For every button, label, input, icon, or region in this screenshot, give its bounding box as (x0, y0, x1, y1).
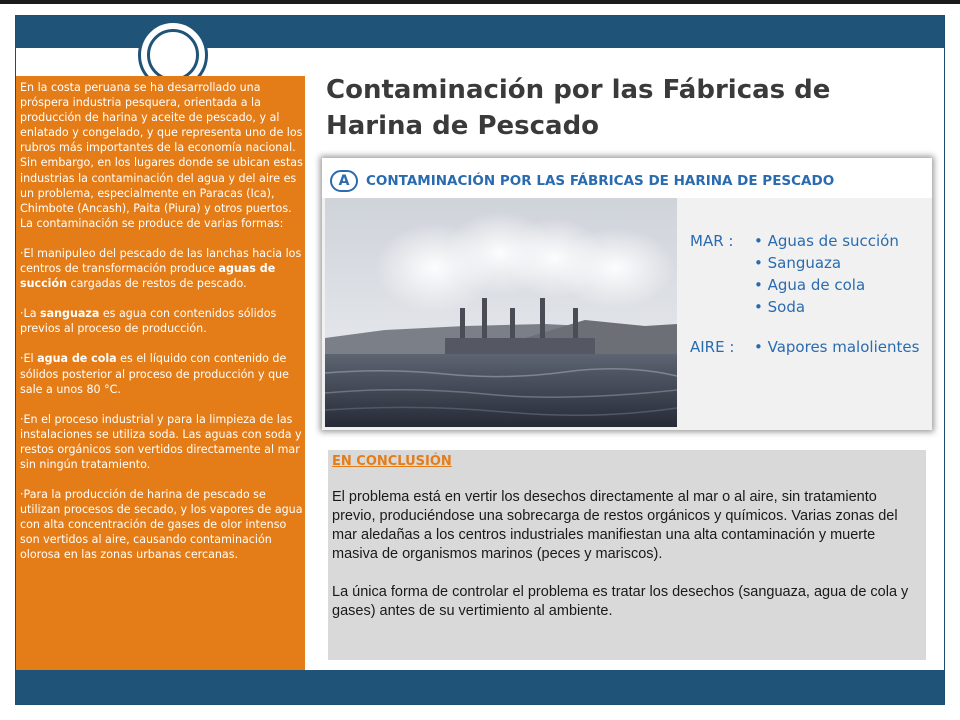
legend-row (690, 274, 930, 296)
figure-header (322, 158, 932, 198)
info-item-term: aguas de succión (20, 262, 276, 291)
legend-item: • Soda (754, 298, 806, 316)
conclusion-heading: EN CONCLUSIÓN (332, 454, 452, 469)
info-panel (16, 76, 305, 670)
figure-legend (690, 230, 930, 358)
conclusion-paragraph: El problema está en vertir los desechos directamente al mar o al aire, sin tratamiento previo, produciéndose una sobrecarga de restos orgánicos y químicos. Varias zonas del mar aledañas a los centros industriales manifiestan una alta contaminación y muerte masiva de organismos marinos (peces y mariscos). (332, 489, 898, 562)
legend-item: • Sanguaza (754, 254, 842, 272)
legend-row (690, 252, 930, 274)
legend-item: • Agua de cola (754, 276, 866, 294)
info-item-text: ·Para la producción de harina de pescado se utilizan procesos de secado, y los vapores de agua con alta concentración de gases de olor intenso son vertidos al aire, causando contaminación olorosa en las zonas urbanas cercanas. (20, 488, 303, 562)
legend-key-aire: AIRE : (690, 338, 735, 356)
legend-row (690, 336, 930, 358)
legend-item: • Aguas de succión (754, 232, 899, 250)
legend-item: • Vapores malolientes (754, 338, 920, 356)
info-item-text: ·El manipuleo del pescado de las lanchas hacia los centros de transformación produce (20, 246, 302, 276)
legend-key-mar: MAR : (690, 232, 734, 250)
info-intro: En la costa peruana se ha desarrollado una próspera industria pesquera, orientada a la producción de harina y aceite de pescado, y al enlatado y congelado, y que representa uno de los rubros más importantes de la economía nacional. Sin embargo, en los lugares donde se ubican estas industrias la contaminación del agua y del aire es un problema, especialmente en Paracas (Ica), Chimbote (Ancash), Paita (Piura) y otros puertos. La contaminación se produce de varias formas: (20, 81, 303, 230)
info-item-text: es el líquido con contenido de sólidos posterior al proceso de producción y que sale a unos 80 °C. (20, 352, 289, 396)
info-item-term: agua de cola (37, 352, 117, 366)
decorative-circle-inner (147, 29, 199, 81)
figure-card (322, 158, 932, 430)
info-item (20, 306, 303, 336)
slide-title: Contaminación por las Fábricas de Harina de Pescado (326, 75, 831, 141)
factory-photo (325, 198, 677, 427)
figure-title: CONTAMINACIÓN POR LAS FÁBRICAS DE HARINA DE PESCADO (366, 173, 835, 189)
info-item-text: es agua con contenidos sólidos previos al proceso de producción. (20, 307, 277, 336)
info-item-text: ·En el proceso industrial y para la limpieza de las instalaciones se utiliza soda. Las aguas con soda y restos orgánicos son vertidos directamente al mar sin ningún tratamiento. (20, 412, 302, 471)
info-item (20, 412, 303, 472)
info-item (20, 246, 303, 291)
info-item (20, 351, 303, 396)
top-rule (0, 0, 960, 4)
info-item-text: cargadas de restos de pescado. (66, 277, 247, 291)
legend-row (690, 296, 930, 318)
info-item (20, 487, 303, 562)
conclusion-paragraph: La única forma de controlar el problema es tratar los desechos (sanguaza, agua de cola y gases) antes de su vertimiento al ambiente. (332, 584, 909, 619)
legend-row (690, 230, 930, 252)
info-item-text: ·La (20, 307, 41, 321)
footer-band (16, 670, 944, 704)
info-item-text: ·El (20, 352, 38, 366)
figure-badge: A (330, 170, 358, 192)
conclusion-box (328, 450, 926, 660)
info-item-term: sanguaza (40, 307, 100, 321)
